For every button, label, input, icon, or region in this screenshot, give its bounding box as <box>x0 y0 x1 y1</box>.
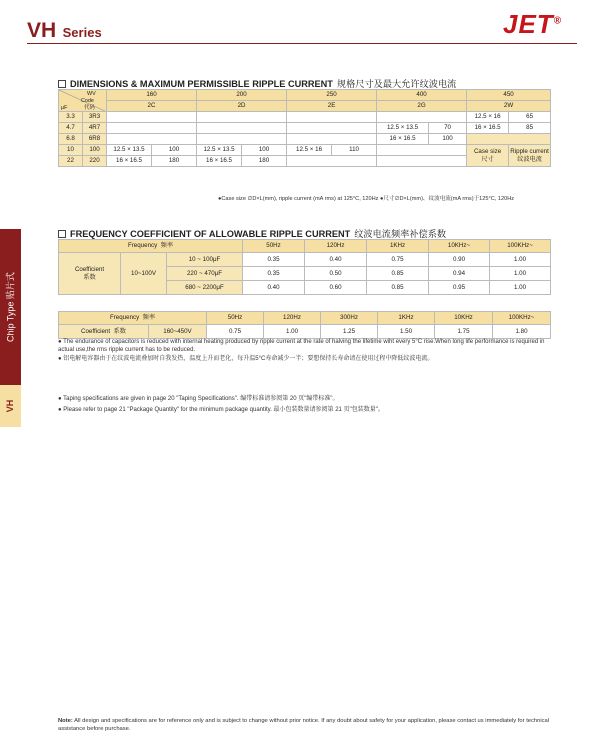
code-header: 2D <box>197 101 287 112</box>
legend-ripple-cell: Ripple current 纹波电流 <box>509 145 551 167</box>
series-word: Series <box>62 25 102 40</box>
frequency-header: 10KHz~ <box>429 240 490 253</box>
coefficient-cell: 0.75 <box>367 253 429 267</box>
endurance-note-zh: ● 铝电解电容器由于在纹波电流叠加时自我发热，温度上升而老化，每升温5°C寿命减少一半；要想保持长寿命请在使用过程中降低纹波电流。 <box>58 356 434 362</box>
cap-cell: 4.7 <box>59 123 83 134</box>
size-cell: 12.5 × 13.5 <box>107 145 152 156</box>
frequency-label-cell: Frequency 频率 <box>59 240 243 253</box>
voltage-header: 200 <box>197 90 287 101</box>
footer-note: Note: All design and specifications are for reference only and is subject to change without prior notice. If any doubt about safety for your application, please contact us immediately for technical assistance before purchase. <box>58 718 550 732</box>
voltage-header: 250 <box>287 90 377 101</box>
capacitance-range-cell: 10 ~ 100μF <box>167 253 243 267</box>
taping-note: ● Taping specifications are given in page 20 "Taping Specifications". 编带标准请参阅第 20 页"编带标准"。 <box>58 396 339 402</box>
code-cell: 4R7 <box>83 123 107 134</box>
size-cell: 12.5 × 16 <box>287 145 332 156</box>
coefficient-cell: 0.94 <box>429 267 490 281</box>
coefficient-cell: 0.95 <box>429 281 490 295</box>
series-title <box>27 19 102 43</box>
voltage-header: 450 <box>467 90 551 101</box>
voltage-header: 160 <box>107 90 197 101</box>
dimensions-note: ●Case size ∅D×L(mm), ripple current (mA rms) at 125°C, 120Hz ●尺寸∅D×L(mm)、纹波电流(mA rms)于125°C, 120Hz <box>218 196 515 202</box>
coefficient-cell: 0.85 <box>367 281 429 295</box>
table-row <box>59 325 551 339</box>
coefficient-cell: 1.75 <box>435 325 493 339</box>
table-row <box>59 253 551 267</box>
frequency-header: 100KHz~ <box>493 312 551 325</box>
package-note: ● Please refer to page 21 "Package Quantity" for the minimum package quantity. 最小包装数量请参阅第 21 页"包装数量"。 <box>58 407 384 413</box>
code-header: 2W <box>467 101 551 112</box>
ripple-cell: 100 <box>429 134 467 145</box>
cap-cell: 6.8 <box>59 134 83 145</box>
corner-code-label: Code <box>81 98 94 104</box>
table-row <box>59 145 551 156</box>
frequency-table-high-voltage <box>58 311 551 339</box>
code-cell: 6R8 <box>83 134 107 145</box>
ripple-cell: 100 <box>152 145 197 156</box>
endurance-note: ● The endurance of capacitors is reduced with internal heating produced by ripple current at the rate of halving the lifetime wiht every 5°C rise.When long life performance is required in actual use,the rms ripple current has to be reduced. <box>58 339 545 354</box>
frequency-header: 10KHz <box>435 312 493 325</box>
table-row <box>59 123 551 134</box>
coefficient-cell: 0.85 <box>367 267 429 281</box>
corner-header-cell <box>59 90 107 112</box>
frequency-header: 100KHz~ <box>490 240 551 253</box>
sidebar-series-label: VH <box>5 399 15 413</box>
coefficient-cell: 1.50 <box>378 325 435 339</box>
coefficient-label-cell: Coefficient 系数 <box>59 325 149 339</box>
coefficient-cell: 1.00 <box>490 253 551 267</box>
ripple-cell: 65 <box>509 112 551 123</box>
size-cell: 16 × 16.5 <box>107 156 152 167</box>
brand-logo: JET® <box>503 9 563 39</box>
size-cell: 16 × 16.5 <box>377 134 429 145</box>
code-cell: 3R3 <box>83 112 107 123</box>
cap-cell: 10 <box>59 145 83 156</box>
coefficient-cell: 0.35 <box>243 253 305 267</box>
sidebar-label: Chip Type 贴片式 <box>5 272 16 342</box>
coefficient-cell: 0.60 <box>305 281 367 295</box>
ripple-cell: 180 <box>152 156 197 167</box>
coefficient-cell: 0.90 <box>429 253 490 267</box>
ripple-cell: 100 <box>242 145 287 156</box>
corner-code-zh-label: 代码 <box>84 105 95 111</box>
coefficient-cell: 1.80 <box>493 325 551 339</box>
series-code: VH <box>27 19 57 42</box>
size-cell: 16 × 16.5 <box>197 156 242 167</box>
coefficient-cell: 0.50 <box>305 267 367 281</box>
coefficient-cell: 1.00 <box>490 281 551 295</box>
code-header: 2E <box>287 101 377 112</box>
dimensions-table <box>58 89 551 167</box>
table-row <box>59 134 551 145</box>
voltage-range-cell: 10~100V <box>121 253 167 295</box>
size-cell: 12.5 × 16 <box>467 112 509 123</box>
frequency-header: 1KHz <box>378 312 435 325</box>
checkbox-square-icon <box>58 230 66 238</box>
frequency-header: 120Hz <box>305 240 367 253</box>
ripple-cell: 180 <box>242 156 287 167</box>
frequency-table-low-voltage <box>58 239 551 295</box>
cap-cell: 22 <box>59 156 83 167</box>
size-cell: 12.5 × 13.5 <box>377 123 429 134</box>
size-cell: 16 × 16.5 <box>467 123 509 134</box>
code-header: 2G <box>377 101 467 112</box>
code-cell: 100 <box>83 145 107 156</box>
legend-size-cell: Case size 尺寸 <box>467 145 509 167</box>
coefficient-cell: 0.75 <box>207 325 264 339</box>
corner-uf-label: μF <box>61 105 68 111</box>
cap-cell: 3.3 <box>59 112 83 123</box>
coefficient-cell: 1.00 <box>264 325 321 339</box>
coefficient-cell: 1.00 <box>490 267 551 281</box>
size-cell: 12.5 × 13.5 <box>197 145 242 156</box>
checkbox-square-icon <box>58 80 66 88</box>
ripple-cell: 110 <box>332 145 377 156</box>
ripple-cell: 85 <box>509 123 551 134</box>
frequency-header: 300Hz <box>321 312 378 325</box>
frequency-header: 120Hz <box>264 312 321 325</box>
coefficient-cell: 0.35 <box>243 267 305 281</box>
frequency-header: 50Hz <box>207 312 264 325</box>
section2-title: FREQUENCY COEFFICIENT OF ALLOWABLE RIPPLE CURRENT 纹波电流频率补偿系数 <box>58 226 446 240</box>
section1-title: DIMENSIONS & MAXIMUM PERMISSIBLE RIPPLE CURRENT 规格尺寸及最大允许纹波电流 <box>58 76 456 90</box>
frequency-header: 50Hz <box>243 240 305 253</box>
voltage-range-cell: 160~450V <box>149 325 207 339</box>
code-cell: 220 <box>83 156 107 167</box>
table-row <box>59 112 551 123</box>
coefficient-cell: 0.40 <box>305 253 367 267</box>
sidebar-series-tab <box>0 385 21 427</box>
ripple-cell: 70 <box>429 123 467 134</box>
capacitance-range-cell: 680 ~ 2200μF <box>167 281 243 295</box>
voltage-header: 400 <box>377 90 467 101</box>
frequency-header: 1KHz <box>367 240 429 253</box>
header-rule <box>27 43 577 44</box>
coefficient-label-cell: Coefficient 系数 <box>59 253 121 295</box>
coefficient-cell: 0.40 <box>243 281 305 295</box>
code-header: 2C <box>107 101 197 112</box>
coefficient-cell: 1.25 <box>321 325 378 339</box>
capacitance-range-cell: 220 ~ 470μF <box>167 267 243 281</box>
frequency-label-cell: Frequency 频率 <box>59 312 207 325</box>
corner-wv-label: WV <box>87 91 96 97</box>
